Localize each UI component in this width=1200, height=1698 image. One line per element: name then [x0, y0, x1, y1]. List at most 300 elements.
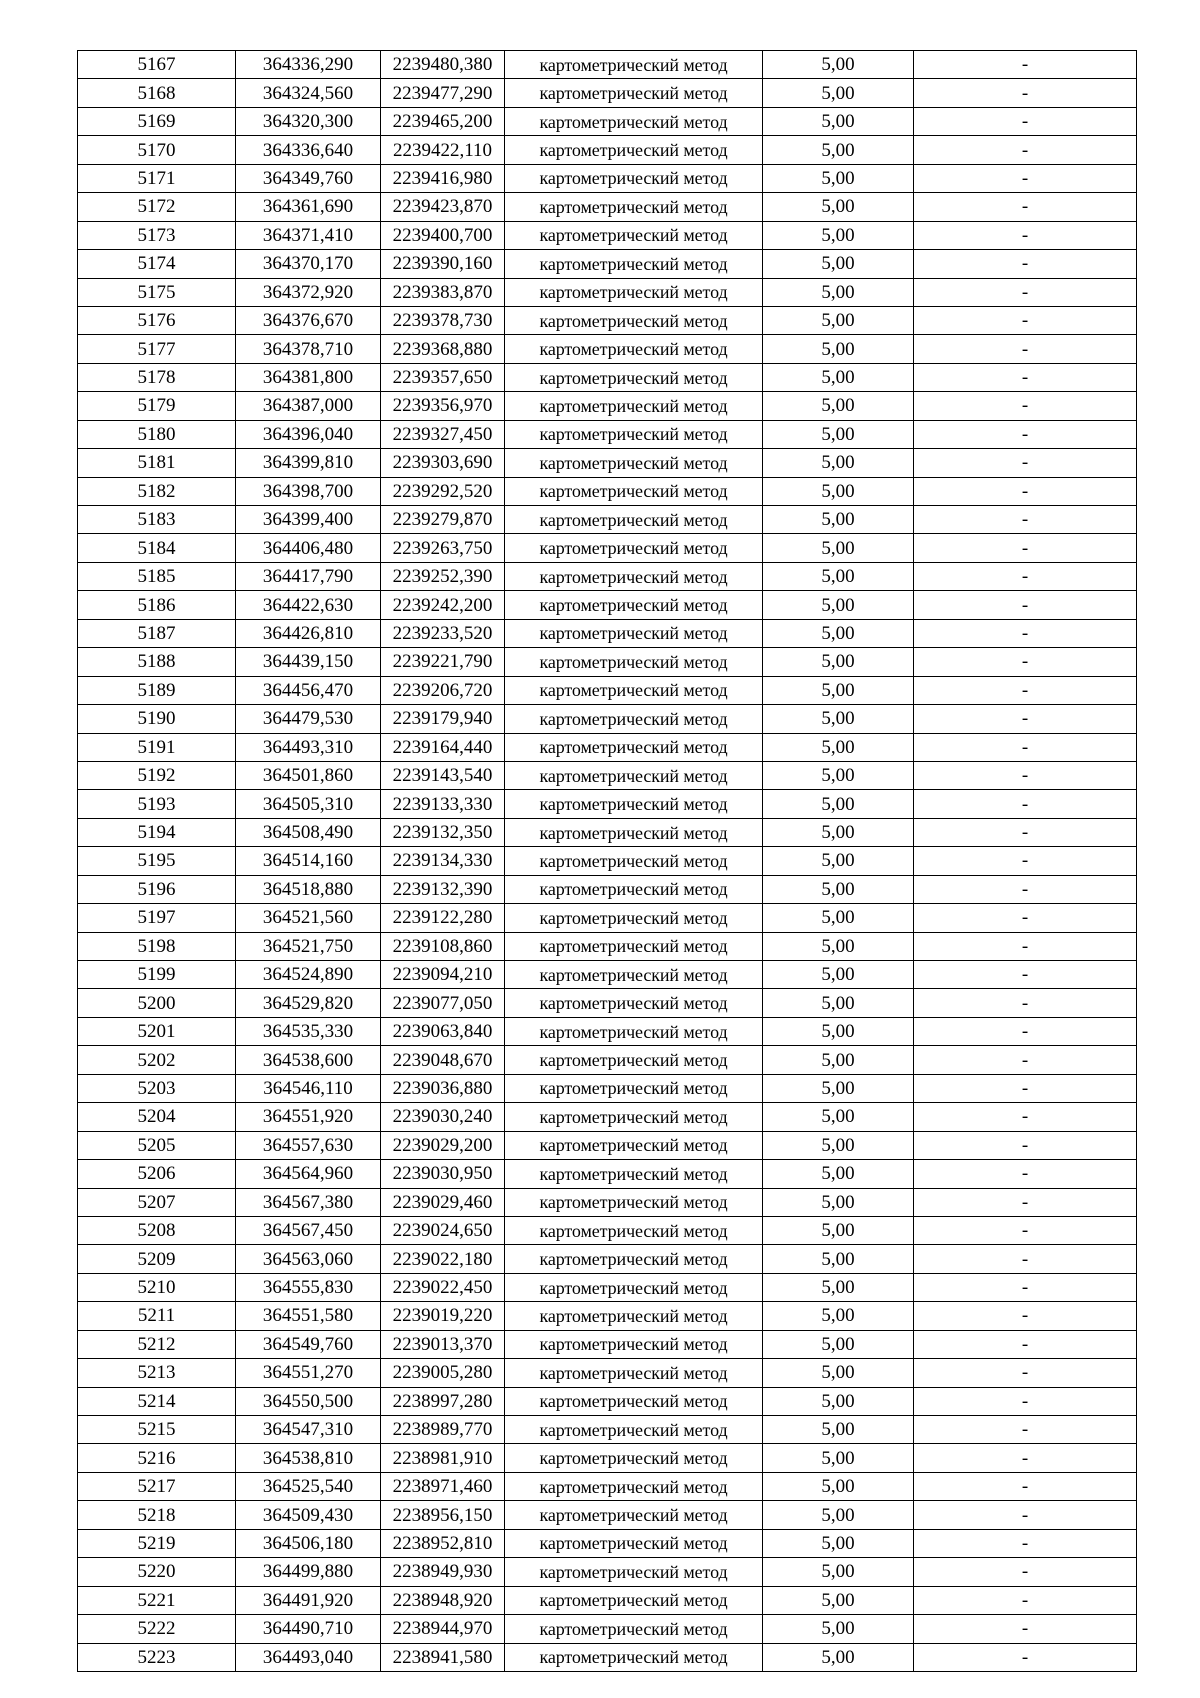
note-cell: -	[914, 1586, 1137, 1614]
point-number-cell: 5175	[78, 278, 236, 306]
point-number-cell: 5168	[78, 79, 236, 107]
precision-cell: 5,00	[763, 1103, 914, 1131]
y-coordinate-cell: 2239303,690	[381, 449, 505, 477]
precision-cell: 5,00	[763, 79, 914, 107]
precision-cell: 5,00	[763, 1416, 914, 1444]
x-coordinate-cell: 364491,920	[236, 1586, 381, 1614]
y-coordinate-cell: 2239024,650	[381, 1216, 505, 1244]
note-cell: -	[914, 1216, 1137, 1244]
y-coordinate-cell: 2239263,750	[381, 534, 505, 562]
precision-cell: 5,00	[763, 676, 914, 704]
x-coordinate-cell: 364499,880	[236, 1558, 381, 1586]
point-number-cell: 5198	[78, 932, 236, 960]
table-row	[78, 363, 1137, 391]
point-number-cell: 5197	[78, 904, 236, 932]
y-coordinate-cell: 2239390,160	[381, 250, 505, 278]
note-cell: -	[914, 306, 1137, 334]
y-coordinate-cell: 2239164,440	[381, 733, 505, 761]
method-cell: картометрический метод	[505, 392, 763, 420]
method-cell: картометрический метод	[505, 847, 763, 875]
y-coordinate-cell: 2239378,730	[381, 306, 505, 334]
table-row	[78, 1416, 1137, 1444]
y-coordinate-cell: 2239077,050	[381, 989, 505, 1017]
point-number-cell: 5205	[78, 1131, 236, 1159]
note-cell: -	[914, 363, 1137, 391]
x-coordinate-cell: 364320,300	[236, 107, 381, 135]
y-coordinate-cell: 2238956,150	[381, 1501, 505, 1529]
point-number-cell: 5216	[78, 1444, 236, 1472]
method-cell: картометрический метод	[505, 1216, 763, 1244]
y-coordinate-cell: 2239221,790	[381, 648, 505, 676]
method-cell: картометрический метод	[505, 79, 763, 107]
table-row	[78, 733, 1137, 761]
precision-cell: 5,00	[763, 51, 914, 79]
note-cell: -	[914, 1103, 1137, 1131]
point-number-cell: 5199	[78, 961, 236, 989]
y-coordinate-cell: 2238981,910	[381, 1444, 505, 1472]
note-cell: -	[914, 989, 1137, 1017]
precision-cell: 5,00	[763, 790, 914, 818]
method-cell: картометрический метод	[505, 1387, 763, 1415]
point-number-cell: 5203	[78, 1074, 236, 1102]
x-coordinate-cell: 364381,800	[236, 363, 381, 391]
method-cell: картометрический метод	[505, 107, 763, 135]
table-row	[78, 1643, 1137, 1671]
note-cell: -	[914, 79, 1137, 107]
x-coordinate-cell: 364406,480	[236, 534, 381, 562]
method-cell: картометрический метод	[505, 562, 763, 590]
note-cell: -	[914, 790, 1137, 818]
point-number-cell: 5204	[78, 1103, 236, 1131]
y-coordinate-cell: 2238941,580	[381, 1643, 505, 1671]
y-coordinate-cell: 2238944,970	[381, 1615, 505, 1643]
note-cell: -	[914, 1046, 1137, 1074]
table-row	[78, 1444, 1137, 1472]
note-cell: -	[914, 1501, 1137, 1529]
note-cell: -	[914, 961, 1137, 989]
precision-cell: 5,00	[763, 335, 914, 363]
precision-cell: 5,00	[763, 989, 914, 1017]
precision-cell: 5,00	[763, 1245, 914, 1273]
table-row	[78, 79, 1137, 107]
table-row	[78, 1529, 1137, 1557]
precision-cell: 5,00	[763, 1501, 914, 1529]
precision-cell: 5,00	[763, 847, 914, 875]
precision-cell: 5,00	[763, 306, 914, 334]
note-cell: -	[914, 1017, 1137, 1045]
method-cell: картометрический метод	[505, 51, 763, 79]
precision-cell: 5,00	[763, 1160, 914, 1188]
precision-cell: 5,00	[763, 1074, 914, 1102]
method-cell: картометрический метод	[505, 477, 763, 505]
note-cell: -	[914, 1074, 1137, 1102]
y-coordinate-cell: 2239206,720	[381, 676, 505, 704]
point-number-cell: 5171	[78, 164, 236, 192]
table-row	[78, 1501, 1137, 1529]
x-coordinate-cell: 364567,380	[236, 1188, 381, 1216]
y-coordinate-cell: 2239030,950	[381, 1160, 505, 1188]
x-coordinate-cell: 364525,540	[236, 1472, 381, 1500]
precision-cell: 5,00	[763, 1586, 914, 1614]
point-number-cell: 5223	[78, 1643, 236, 1671]
precision-cell: 5,00	[763, 1273, 914, 1301]
table-row	[78, 1131, 1137, 1159]
precision-cell: 5,00	[763, 932, 914, 960]
x-coordinate-cell: 364361,690	[236, 193, 381, 221]
table-row	[78, 1586, 1137, 1614]
precision-cell: 5,00	[763, 761, 914, 789]
y-coordinate-cell: 2238989,770	[381, 1416, 505, 1444]
y-coordinate-cell: 2239143,540	[381, 761, 505, 789]
method-cell: картометрический метод	[505, 1160, 763, 1188]
method-cell: картометрический метод	[505, 1074, 763, 1102]
x-coordinate-cell: 364376,670	[236, 306, 381, 334]
x-coordinate-cell: 364422,630	[236, 591, 381, 619]
note-cell: -	[914, 51, 1137, 79]
table-row	[78, 818, 1137, 846]
note-cell: -	[914, 648, 1137, 676]
method-cell: картометрический метод	[505, 1273, 763, 1301]
point-number-cell: 5206	[78, 1160, 236, 1188]
point-number-cell: 5221	[78, 1586, 236, 1614]
x-coordinate-cell: 364564,960	[236, 1160, 381, 1188]
method-cell: картометрический метод	[505, 1017, 763, 1045]
precision-cell: 5,00	[763, 591, 914, 619]
point-number-cell: 5193	[78, 790, 236, 818]
precision-cell: 5,00	[763, 164, 914, 192]
point-number-cell: 5173	[78, 221, 236, 249]
note-cell: -	[914, 1273, 1137, 1301]
precision-cell: 5,00	[763, 363, 914, 391]
table-row	[78, 1188, 1137, 1216]
precision-cell: 5,00	[763, 1359, 914, 1387]
point-number-cell: 5170	[78, 136, 236, 164]
point-number-cell: 5213	[78, 1359, 236, 1387]
x-coordinate-cell: 364336,290	[236, 51, 381, 79]
point-number-cell: 5191	[78, 733, 236, 761]
precision-cell: 5,00	[763, 1330, 914, 1358]
method-cell: картометрический метод	[505, 1558, 763, 1586]
x-coordinate-cell: 364551,270	[236, 1359, 381, 1387]
precision-cell: 5,00	[763, 1387, 914, 1415]
point-number-cell: 5208	[78, 1216, 236, 1244]
y-coordinate-cell: 2239400,700	[381, 221, 505, 249]
table-row	[78, 904, 1137, 932]
precision-cell: 5,00	[763, 107, 914, 135]
precision-cell: 5,00	[763, 193, 914, 221]
x-coordinate-cell: 364509,430	[236, 1501, 381, 1529]
y-coordinate-cell: 2238949,930	[381, 1558, 505, 1586]
y-coordinate-cell: 2239022,180	[381, 1245, 505, 1273]
x-coordinate-cell: 364546,110	[236, 1074, 381, 1102]
point-number-cell: 5184	[78, 534, 236, 562]
precision-cell: 5,00	[763, 506, 914, 534]
method-cell: картометрический метод	[505, 506, 763, 534]
y-coordinate-cell: 2239383,870	[381, 278, 505, 306]
note-cell: -	[914, 932, 1137, 960]
x-coordinate-cell: 364535,330	[236, 1017, 381, 1045]
y-coordinate-cell: 2239030,240	[381, 1103, 505, 1131]
table-row	[78, 875, 1137, 903]
table-row	[78, 392, 1137, 420]
coordinates-table-body	[78, 51, 1137, 1672]
y-coordinate-cell: 2239029,460	[381, 1188, 505, 1216]
x-coordinate-cell: 364456,470	[236, 676, 381, 704]
table-row	[78, 449, 1137, 477]
note-cell: -	[914, 1160, 1137, 1188]
table-row	[78, 1046, 1137, 1074]
x-coordinate-cell: 364557,630	[236, 1131, 381, 1159]
method-cell: картометрический метод	[505, 705, 763, 733]
precision-cell: 5,00	[763, 1615, 914, 1643]
x-coordinate-cell: 364567,450	[236, 1216, 381, 1244]
table-row	[78, 1387, 1137, 1415]
y-coordinate-cell: 2239279,870	[381, 506, 505, 534]
point-number-cell: 5181	[78, 449, 236, 477]
note-cell: -	[914, 392, 1137, 420]
point-number-cell: 5207	[78, 1188, 236, 1216]
precision-cell: 5,00	[763, 904, 914, 932]
x-coordinate-cell: 364518,880	[236, 875, 381, 903]
y-coordinate-cell: 2239022,450	[381, 1273, 505, 1301]
point-number-cell: 5179	[78, 392, 236, 420]
x-coordinate-cell: 364417,790	[236, 562, 381, 590]
x-coordinate-cell: 364506,180	[236, 1529, 381, 1557]
point-number-cell: 5189	[78, 676, 236, 704]
y-coordinate-cell: 2239480,380	[381, 51, 505, 79]
point-number-cell: 5167	[78, 51, 236, 79]
precision-cell: 5,00	[763, 1444, 914, 1472]
table-row	[78, 1245, 1137, 1273]
note-cell: -	[914, 733, 1137, 761]
x-coordinate-cell: 364479,530	[236, 705, 381, 733]
note-cell: -	[914, 477, 1137, 505]
point-number-cell: 5192	[78, 761, 236, 789]
point-number-cell: 5196	[78, 875, 236, 903]
note-cell: -	[914, 107, 1137, 135]
note-cell: -	[914, 1615, 1137, 1643]
y-coordinate-cell: 2239292,520	[381, 477, 505, 505]
x-coordinate-cell: 364387,000	[236, 392, 381, 420]
note-cell: -	[914, 136, 1137, 164]
precision-cell: 5,00	[763, 477, 914, 505]
note-cell: -	[914, 591, 1137, 619]
y-coordinate-cell: 2239368,880	[381, 335, 505, 363]
note-cell: -	[914, 1359, 1137, 1387]
method-cell: картометрический метод	[505, 1529, 763, 1557]
method-cell: картометрический метод	[505, 193, 763, 221]
precision-cell: 5,00	[763, 420, 914, 448]
note-cell: -	[914, 164, 1137, 192]
method-cell: картометрический метод	[505, 278, 763, 306]
method-cell: картометрический метод	[505, 961, 763, 989]
precision-cell: 5,00	[763, 705, 914, 733]
precision-cell: 5,00	[763, 449, 914, 477]
x-coordinate-cell: 364550,500	[236, 1387, 381, 1415]
precision-cell: 5,00	[763, 1131, 914, 1159]
method-cell: картометрический метод	[505, 619, 763, 647]
x-coordinate-cell: 364426,810	[236, 619, 381, 647]
note-cell: -	[914, 278, 1137, 306]
table-row	[78, 420, 1137, 448]
x-coordinate-cell: 364538,600	[236, 1046, 381, 1074]
precision-cell: 5,00	[763, 1302, 914, 1330]
point-number-cell: 5220	[78, 1558, 236, 1586]
x-coordinate-cell: 364371,410	[236, 221, 381, 249]
point-number-cell: 5177	[78, 335, 236, 363]
x-coordinate-cell: 364439,150	[236, 648, 381, 676]
method-cell: картометрический метод	[505, 591, 763, 619]
table-row	[78, 250, 1137, 278]
point-number-cell: 5172	[78, 193, 236, 221]
method-cell: картометрический метод	[505, 733, 763, 761]
method-cell: картометрический метод	[505, 1046, 763, 1074]
method-cell: картометрический метод	[505, 1359, 763, 1387]
method-cell: картометрический метод	[505, 420, 763, 448]
precision-cell: 5,00	[763, 818, 914, 846]
table-row	[78, 989, 1137, 1017]
point-number-cell: 5180	[78, 420, 236, 448]
point-number-cell: 5217	[78, 1472, 236, 1500]
y-coordinate-cell: 2239108,860	[381, 932, 505, 960]
point-number-cell: 5211	[78, 1302, 236, 1330]
x-coordinate-cell: 364378,710	[236, 335, 381, 363]
method-cell: картометрический метод	[505, 1615, 763, 1643]
table-row	[78, 1216, 1137, 1244]
point-number-cell: 5202	[78, 1046, 236, 1074]
point-number-cell: 5185	[78, 562, 236, 590]
note-cell: -	[914, 904, 1137, 932]
y-coordinate-cell: 2239252,390	[381, 562, 505, 590]
table-row	[78, 648, 1137, 676]
y-coordinate-cell: 2238948,920	[381, 1586, 505, 1614]
table-row	[78, 164, 1137, 192]
y-coordinate-cell: 2238952,810	[381, 1529, 505, 1557]
method-cell: картометрический метод	[505, 1188, 763, 1216]
y-coordinate-cell: 2238997,280	[381, 1387, 505, 1415]
point-number-cell: 5194	[78, 818, 236, 846]
y-coordinate-cell: 2239036,880	[381, 1074, 505, 1102]
y-coordinate-cell: 2239422,110	[381, 136, 505, 164]
point-number-cell: 5218	[78, 1501, 236, 1529]
y-coordinate-cell: 2239233,520	[381, 619, 505, 647]
y-coordinate-cell: 2239133,330	[381, 790, 505, 818]
x-coordinate-cell: 364524,890	[236, 961, 381, 989]
x-coordinate-cell: 364336,640	[236, 136, 381, 164]
table-row	[78, 1273, 1137, 1301]
method-cell: картометрический метод	[505, 250, 763, 278]
x-coordinate-cell: 364398,700	[236, 477, 381, 505]
point-number-cell: 5186	[78, 591, 236, 619]
x-coordinate-cell: 364399,400	[236, 506, 381, 534]
y-coordinate-cell: 2239063,840	[381, 1017, 505, 1045]
y-coordinate-cell: 2239327,450	[381, 420, 505, 448]
table-row	[78, 107, 1137, 135]
note-cell: -	[914, 1302, 1137, 1330]
point-number-cell: 5215	[78, 1416, 236, 1444]
y-coordinate-cell: 2239132,350	[381, 818, 505, 846]
point-number-cell: 5201	[78, 1017, 236, 1045]
table-row	[78, 562, 1137, 590]
point-number-cell: 5183	[78, 506, 236, 534]
note-cell: -	[914, 1416, 1137, 1444]
x-coordinate-cell: 364396,040	[236, 420, 381, 448]
x-coordinate-cell: 364563,060	[236, 1245, 381, 1273]
precision-cell: 5,00	[763, 534, 914, 562]
note-cell: -	[914, 1188, 1137, 1216]
point-number-cell: 5209	[78, 1245, 236, 1273]
table-row	[78, 932, 1137, 960]
method-cell: картометрический метод	[505, 904, 763, 932]
precision-cell: 5,00	[763, 250, 914, 278]
coordinates-table	[77, 50, 1137, 1672]
y-coordinate-cell: 2239179,940	[381, 705, 505, 733]
note-cell: -	[914, 193, 1137, 221]
y-coordinate-cell: 2239132,390	[381, 875, 505, 903]
y-coordinate-cell: 2239356,970	[381, 392, 505, 420]
method-cell: картометрический метод	[505, 335, 763, 363]
method-cell: картометрический метод	[505, 164, 763, 192]
y-coordinate-cell: 2239465,200	[381, 107, 505, 135]
note-cell: -	[914, 705, 1137, 733]
point-number-cell: 5200	[78, 989, 236, 1017]
precision-cell: 5,00	[763, 221, 914, 249]
precision-cell: 5,00	[763, 136, 914, 164]
x-coordinate-cell: 364551,580	[236, 1302, 381, 1330]
method-cell: картометрический метод	[505, 989, 763, 1017]
table-row	[78, 1472, 1137, 1500]
precision-cell: 5,00	[763, 1529, 914, 1557]
y-coordinate-cell: 2239013,370	[381, 1330, 505, 1358]
y-coordinate-cell: 2239477,290	[381, 79, 505, 107]
x-coordinate-cell: 364521,560	[236, 904, 381, 932]
table-row	[78, 193, 1137, 221]
method-cell: картометрический метод	[505, 306, 763, 334]
method-cell: картометрический метод	[505, 790, 763, 818]
x-coordinate-cell: 364508,490	[236, 818, 381, 846]
precision-cell: 5,00	[763, 961, 914, 989]
note-cell: -	[914, 449, 1137, 477]
table-row	[78, 1302, 1137, 1330]
point-number-cell: 5182	[78, 477, 236, 505]
note-cell: -	[914, 1558, 1137, 1586]
x-coordinate-cell: 364349,760	[236, 164, 381, 192]
x-coordinate-cell: 364555,830	[236, 1273, 381, 1301]
x-coordinate-cell: 364490,710	[236, 1615, 381, 1643]
y-coordinate-cell: 2239134,330	[381, 847, 505, 875]
y-coordinate-cell: 2239122,280	[381, 904, 505, 932]
x-coordinate-cell: 364547,310	[236, 1416, 381, 1444]
method-cell: картометрический метод	[505, 648, 763, 676]
y-coordinate-cell: 2239005,280	[381, 1359, 505, 1387]
y-coordinate-cell: 2239242,200	[381, 591, 505, 619]
table-row	[78, 619, 1137, 647]
precision-cell: 5,00	[763, 619, 914, 647]
point-number-cell: 5169	[78, 107, 236, 135]
y-coordinate-cell: 2239094,210	[381, 961, 505, 989]
note-cell: -	[914, 619, 1137, 647]
method-cell: картометрический метод	[505, 1416, 763, 1444]
precision-cell: 5,00	[763, 1643, 914, 1671]
note-cell: -	[914, 1529, 1137, 1557]
note-cell: -	[914, 761, 1137, 789]
x-coordinate-cell: 364521,750	[236, 932, 381, 960]
note-cell: -	[914, 420, 1137, 448]
precision-cell: 5,00	[763, 875, 914, 903]
table-row	[78, 1359, 1137, 1387]
y-coordinate-cell: 2239029,200	[381, 1131, 505, 1159]
x-coordinate-cell: 364370,170	[236, 250, 381, 278]
